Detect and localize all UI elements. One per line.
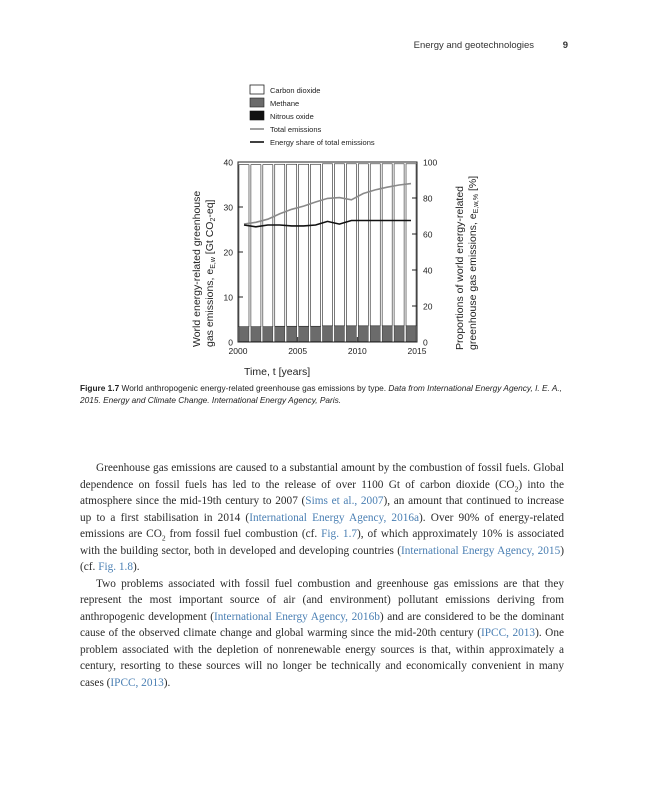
figure-link[interactable]: Fig. 1.7 — [321, 528, 358, 540]
bar-methane — [346, 326, 356, 342]
caption-text: World anthropogenic energy-related greenhouse gas emissions by type. — [121, 383, 387, 393]
legend-label-nitrous-oxide: Nitrous oxide — [270, 112, 314, 121]
y-axis-right-label-line1: Proportions of world energy-related — [454, 185, 466, 350]
citation-link[interactable]: IPCC, 2013 — [480, 627, 536, 639]
bar-methane — [322, 326, 332, 342]
y-right-tick-label: 0 — [423, 337, 428, 348]
figure-1-7 — [180, 72, 480, 392]
bar-methane — [299, 326, 309, 341]
legend — [250, 85, 375, 147]
emissions-chart — [180, 72, 480, 382]
citation-link[interactable]: Sims et al., 2007 — [305, 495, 384, 507]
bar-carbon-dioxide — [263, 165, 273, 327]
caption-source: Data from International Energy Agency, I. E. A., 2015. Energy and Climate Change. International Energy Agency, Paris. — [80, 383, 562, 405]
y-axis-left-label-line1: World energy-related greenhouse — [191, 190, 203, 347]
bar-methane — [334, 326, 344, 342]
paragraph-1: Greenhouse gas emissions are caused to a substantial amount by the combustion of fossil fuels. Global dependence on fossil fuels has led to the release of over 1100 Gt of carbon dioxide $(CO_2)$ into the atmosphere since the mid-19th century to 2007 (Sims et al., 2007), an amount that continued to increase up to a first stabilisation in 2014 (International Energy Agency, 2016a). Over 90% of energy-related emissions are $CO_2$ from fossil fuel combustion (cf. Fig. 1.7), of which approximately 10% is associated with the building sector, both in developed and developing countries (International Energy Agency, 2015) (cf. Fig. 1.8). — [80, 462, 565, 573]
y-right-tick-label: 100 — [423, 157, 438, 168]
y-axis-left-label-line2: gas emissions, eE,w [Gt CO2-eq] — [204, 199, 217, 347]
body-text — [80, 460, 564, 691]
citation-link[interactable]: International Energy Agency, 2015 — [400, 544, 561, 557]
bar-carbon-dioxide — [394, 164, 404, 326]
legend-label-energy-share: Energy share of total emissions — [270, 138, 375, 147]
legend-swatch-methane — [250, 98, 264, 107]
y-left-tick-label: 10 — [223, 292, 233, 303]
y-right-tick-label: 60 — [423, 229, 433, 240]
bar-carbon-dioxide — [406, 164, 416, 326]
bar-methane — [394, 326, 404, 342]
figure-label: Figure 1.7 — [80, 383, 120, 393]
legend-label-carbon-dioxide: Carbon dioxide — [270, 86, 321, 95]
figure-link[interactable]: Fig. 1.8 — [98, 561, 134, 573]
section-title: Energy and geotechnologies — [413, 40, 535, 51]
bar-methane — [382, 326, 392, 342]
bar-methane — [275, 326, 285, 341]
running-head — [414, 40, 568, 51]
bar-methane — [287, 326, 297, 341]
bar-methane — [263, 327, 273, 342]
bar-methane — [358, 326, 368, 342]
y-left-tick-label: 40 — [223, 157, 233, 168]
y-right-tick-label: 40 — [423, 265, 433, 276]
legend-swatch-carbon-dioxide — [250, 85, 264, 94]
bar-carbon-dioxide — [287, 164, 297, 326]
bar-methane — [370, 326, 380, 342]
x-tick-label: 2000 — [228, 346, 248, 356]
bar-carbon-dioxide — [322, 164, 332, 326]
y-axis-right-label-line2: greenhouse gas emissions, eE,w,% [%] — [467, 175, 480, 350]
bar-methane — [406, 326, 416, 342]
legend-label-methane: Methane — [270, 99, 300, 108]
legend-label-total-emissions: Total emissions — [270, 125, 322, 134]
y-left-tick-label: 30 — [223, 202, 233, 213]
paragraph-2: Two problems associated with fossil fuel combustion and greenhouse gas emissions are that they represent the most important source of air (and environment) pollutant emissions deriving from anthropogenic development (International Energy Agency, 2016b) and are considered to be the dominant cause of the observed climate change and global warming since the mid-20th century (IPCC, 2013). One problem associated with the depletion of nonrenewable energy sources is that, within approximately a century, resorting to these sources will no longer be technically and economically convenient in many cases (IPCC, 2013). — [80, 577, 565, 689]
bar-carbon-dioxide — [358, 164, 368, 326]
y-right-tick-label: 80 — [423, 193, 433, 204]
y-left-tick-label: 20 — [223, 247, 233, 258]
bar-carbon-dioxide — [346, 164, 356, 326]
bar-carbon-dioxide — [334, 164, 344, 326]
legend-swatch-nitrous-oxide — [250, 111, 264, 120]
bar-carbon-dioxide — [251, 165, 261, 327]
y-right-tick-label: 20 — [423, 301, 433, 312]
bar-methane — [311, 326, 321, 341]
y-left-tick-label: 0 — [228, 337, 233, 348]
x-tick-label: 2005 — [288, 346, 308, 356]
bar-methane — [251, 327, 261, 342]
citation-link[interactable]: IPCC, 2013 — [110, 676, 164, 689]
bar-carbon-dioxide — [311, 164, 321, 326]
citation-link[interactable]: International Energy Agency, 2016a — [249, 511, 420, 524]
figure-caption — [80, 382, 564, 406]
bar-methane — [239, 327, 249, 342]
bar-carbon-dioxide — [299, 164, 309, 326]
bar-carbon-dioxide — [239, 165, 249, 327]
bar-carbon-dioxide — [275, 164, 285, 326]
bars-group — [239, 164, 416, 342]
x-tick-label: 2010 — [347, 346, 367, 356]
x-axis-label: Time, t [years] — [244, 366, 311, 378]
x-tick-label: 2015 — [407, 346, 427, 356]
page-number: 9 — [562, 40, 568, 51]
bar-carbon-dioxide — [370, 164, 380, 326]
citation-link[interactable]: International Energy Agency, 2016b — [214, 610, 380, 623]
